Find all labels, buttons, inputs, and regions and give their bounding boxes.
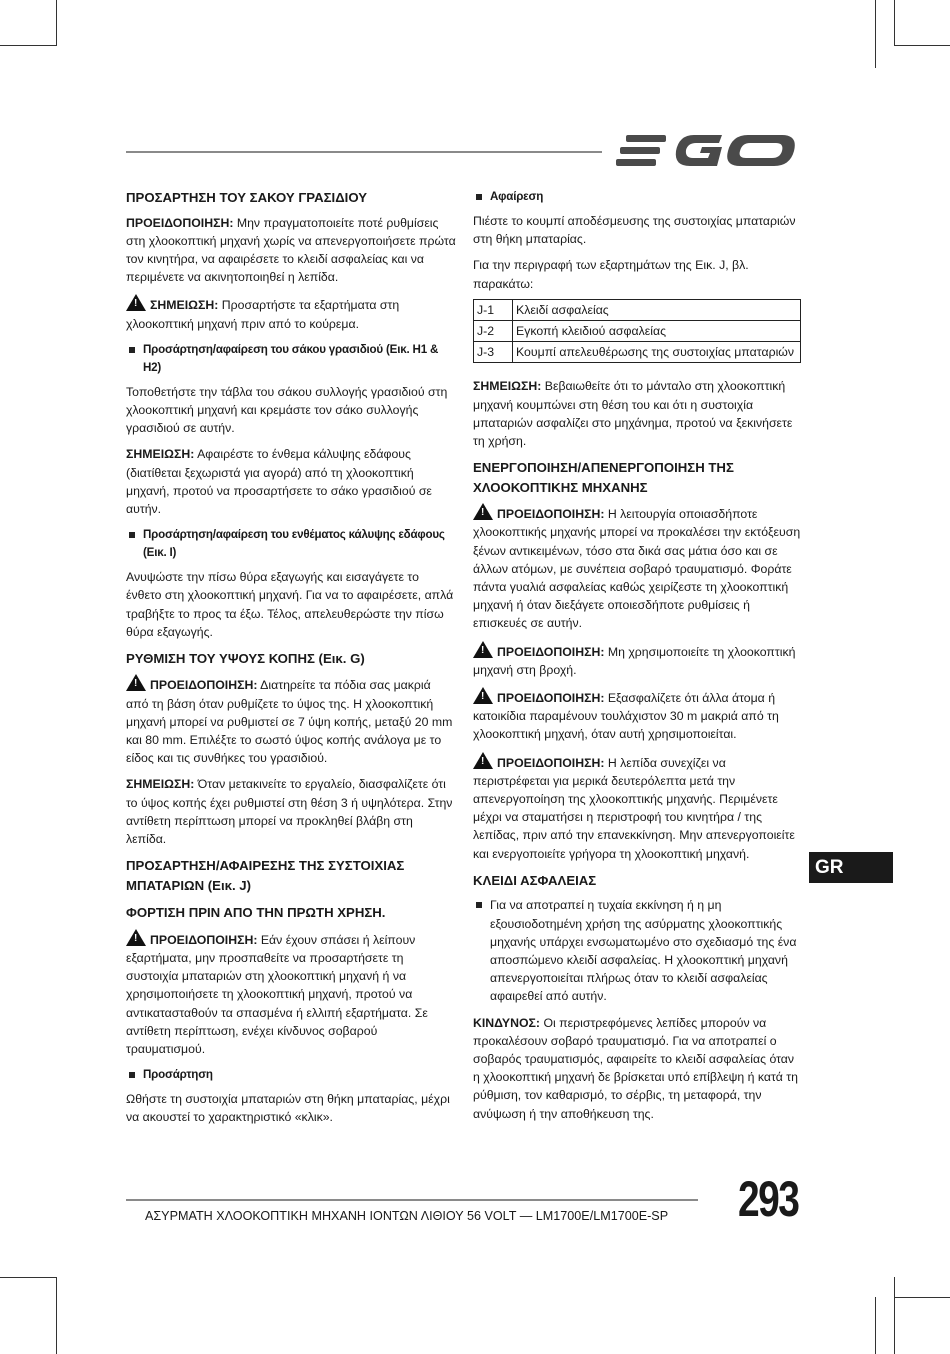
note-text: Αφαιρέστε το ένθεμα κάλυψης εδάφους (διατίθεται ξεχωριστά για αγορά) από τη χλοοκοπτική μηχανή, προτού να προσαρτήσετε το σάκο γρασιδιού σε αυτήν.: [126, 447, 432, 516]
part-code: J-3: [474, 342, 513, 363]
warning-triangle-icon: !: [126, 929, 146, 946]
note-label: ΣΗΜΕΙΩΣΗ:: [126, 777, 195, 792]
footer-title: ΑΣΥΡΜΑΤΗ ΧΛΟΟΚΟΠΤΙΚΗ ΜΗΧΑΝΗ ΙΟΝΤΩΝ ΛΙΘΙΟΥ 56 VOLT — LM1700E/LM1700E-SP: [145, 1209, 669, 1223]
warning-triangle-icon: !: [126, 294, 146, 311]
crop-mark: [895, 45, 950, 46]
warning-paragraph: [126, 214, 456, 287]
crop-mark: [894, 0, 895, 46]
crop-mark: [895, 1297, 950, 1298]
warning-paragraph: [473, 687, 803, 744]
language-tab: GR: [809, 852, 893, 883]
warning-triangle-icon: !: [473, 687, 493, 704]
warning-triangle-icon: !: [473, 503, 493, 520]
right-column: [473, 188, 803, 1131]
page-number: 293: [738, 1171, 799, 1227]
part-code: J-1: [474, 299, 513, 320]
footer-rule: [126, 1199, 698, 1201]
body-paragraph: Ωθήστε τη συστοιχία μπαταριών στη θήκη μπαταρίας, μέχρι να ακουστεί το χαρακτηριστικό «κλικ».: [126, 1092, 450, 1125]
body-paragraph: Για την περιγραφή των εξαρτημάτων της Εικ. J, βλ. παρακάτω:: [473, 258, 749, 291]
warning-text: Διατηρείτε τα πόδια σας μακριά από τη βάση όταν ρυθμίζετε το ύψος της. Η χλοοκοπτική μηχανή μπορεί να ρυθμιστεί σε 7 ύψη κοπής, μεταξύ 20 mm και 80 mm. Επιλέξτε το σωστό ύψος κοπής ανάλογα με το είδος και τις συνθήκες του γρασιδιού.: [126, 678, 453, 766]
part-description: Εγκοπή κλειδιού ασφαλείας: [513, 321, 801, 342]
warning-triangle-icon: !: [126, 674, 146, 691]
note-paragraph: [126, 775, 456, 848]
section-title-grass-bag: ΠΡΟΣΑΡΤΗΣΗ ΤΟΥ ΣΑΚΟΥ ΓΡΑΣΙΔΙΟΥ: [126, 190, 368, 205]
subheading-mulching-plug: Προσάρτηση/αφαίρεση του ενθέματος κάλυψης εδάφους (Εικ. I): [126, 526, 456, 562]
section-title-on-off: ΕΝΕΡΓΟΠΟΙΗΣΗ/ΑΠΕΝΕΡΓΟΠΟΙΗΣΗ ΤΗΣ ΧΛΟΟΚΟΠΤΙΚΗΣ ΜΗΧΑΝΗΣ: [473, 460, 734, 495]
note-paragraph: [126, 294, 456, 332]
danger-paragraph: [473, 1014, 803, 1123]
note-label: ΣΗΜΕΙΩΣΗ:: [126, 447, 195, 462]
warning-text: Εξασφαλίζετε ότι άλλα άτομα ή κατοικίδια παραμένουν τουλάχιστον 30 m μακριά από τη χλοοκοπτική μηχανή, όταν αυτή χρησιμοποιείται.: [473, 691, 779, 742]
crop-mark: [0, 45, 56, 46]
danger-text: Οι περιστρεφόμενες λεπίδες μπορούν να προκαλέσουν σοβαρό τραυματισμό. Για να αποτραπεί ο σοβαρός τραυματισμός, αφαιρείτε το κλειδί ασφαλείας όταν η χλοοκοπτική μηχανή δε βρίσκεται υπό επίβλεψη ή κατά τη ρύθμιση, τον καθαρισμό, το σέρβις, τη μεταφορά, την ανύψωση ή την αποθήκευση της.: [473, 1015, 798, 1121]
part-description: Κλειδί ασφαλείας: [513, 299, 801, 320]
warning-label: ΠΡΟΕΙΔΟΠΟΙΗΣΗ:: [126, 215, 234, 230]
warning-paragraph: [473, 752, 803, 863]
section-title-battery: ΠΡΟΣΑΡΤΗΣΗ/ΑΦΑΙΡΕΣΗΣ ΤΗΣ ΣΥΣΤΟΙΧΙΑΣ ΜΠΑΤΑΡΙΩΝ (Εικ. J): [126, 858, 405, 893]
warning-text: Η λεπίδα συνεχίζει να περιστρέφεται για μερικά δευτερόλεπτα μετά την απενεργοποίηση της χλοοκοπτικής μηχανής. Περιμένετε μέχρι να σταματήσει η περιστροφή του κινητήρα / της λεπίδας, πριν από την επανεκκίνηση. Μην απενεργοποιείτε και ενεργοποιείτε γρήγορα τη χλοοκοπτική μηχανή.: [473, 755, 795, 861]
warning-text: Μη χρησιμοποιείτε τη χλοοκοπτική μηχανή στη βροχή.: [473, 644, 796, 677]
body-paragraph: Πιέστε το κουμπί αποδέσμευσης της συστοιχίας μπαταριών στη θήκη μπαταρίας.: [473, 214, 796, 247]
body-paragraph: Ανυψώστε την πίσω θύρα εξαγωγής και εισαγάγετε το ένθετο στη χλοοκοπτική μηχανή. Για να το αφαιρέσετε, απλά τραβήξτε το προς τα έξω. Τέλος, απελευθερώστε την πίσω θύρα εξαγωγής.: [126, 570, 454, 639]
table-row: [474, 321, 801, 342]
warning-label: ΠΡΟΕΙΔΟΠΟΙΗΣΗ:: [150, 932, 258, 947]
warning-label: ΠΡΟΕΙΔΟΠΟΙΗΣΗ:: [497, 755, 605, 770]
subheading-attach: Προσάρτηση: [126, 1066, 456, 1084]
header-rule: [126, 151, 602, 153]
crop-mark: [56, 0, 57, 46]
parts-table: [473, 299, 801, 364]
warning-label: ΠΡΟΕΙΔΟΠΟΙΗΣΗ:: [150, 678, 258, 693]
warning-paragraph: [126, 929, 456, 1058]
crop-mark: [875, 0, 876, 68]
note-label: ΣΗΜΕΙΩΣΗ:: [150, 298, 219, 313]
warning-triangle-icon: !: [473, 752, 493, 769]
subheading-attach-grass-bag: Προσάρτηση/αφαίρεση του σάκου γρασιδιού (Εικ. H1 & H2): [126, 341, 456, 377]
note-paragraph: [473, 377, 803, 450]
bullet-item: Για να αποτραπεί η τυχαία εκκίνηση ή η μη εξουσιοδοτημένη χρήση της ασύρματης χλοοκοπτικής μηχανής υπάρχει ενσωματωμένο στο σχεδιασμό της ένα αποσπώμενο κλειδί ασφαλείας. Η χλοοκοπτική μηχανή απενεργοποιείται πλήρως όταν το κλειδί ασφαλείας αφαιρεθεί από αυτήν.: [473, 896, 803, 1005]
table-row: [474, 299, 801, 320]
warning-label: ΠΡΟΕΙΔΟΠΟΙΗΣΗ:: [497, 507, 605, 522]
warning-paragraph: [473, 503, 803, 632]
note-text: Βεβαιωθείτε ότι το μάνταλο στη χλοοκοπτική μηχανή κουμπώνει στη θέση του και ότι η συστοιχία μπαταριών ασφαλίζει στο μηχάνημα, προτού να ξεκινήσετε τη χρήση.: [473, 379, 793, 449]
warning-label: ΠΡΟΕΙΔΟΠΟΙΗΣΗ:: [497, 644, 605, 659]
crop-mark: [0, 1277, 56, 1278]
warning-text: Η λειτουργία οποιασδήποτε χλοοκοπτικής μηχανής μπορεί να προκαλέσει την εκτόξευση ξένων αντικειμένων, τόσο στα δικά σας μάτια όσο και σε άλλων ατόμων, με συνέπεια σοβαρό τραυματισμό. Φοράτε πάντα γυαλιά ασφαλείας καθώς χειρίζεστε τη χλοοκοπτική μηχανή ή όταν διεξάγετε οποιεσδήποτε ρυθμίσεις ή επισκευές σε αυτήν.: [473, 507, 801, 631]
warning-paragraph: [126, 674, 456, 767]
danger-label: ΚΙΝΔΥΝΟΣ:: [473, 1015, 541, 1030]
warning-text: Μην πραγματοποιείτε ποτέ ρυθμίσεις στη χλοοκοπτική μηχανή χωρίς να απενεργοποιήσετε πρώτα τον κινητήρα, να αφαιρέσετε το κλειδί ασφαλείας και να περιμένετε να ακινητοποιηθεί η λεπίδα.: [126, 215, 456, 285]
note-paragraph: [126, 445, 456, 518]
part-description: Κουμπί απελευθέρωσης της συστοιχίας μπαταριών: [513, 342, 801, 363]
note-text: Προσαρτήστε τα εξαρτήματα στη χλοοκοπτική μηχανή πριν από το κούρεμα.: [126, 298, 400, 331]
note-text: Όταν μετακινείτε το εργαλείο, διασφαλίζετε ότι το ύψος κοπής έχει ρυθμιστεί στη θέση 3 ή υψηλότερα. Στην αντίθετη περίπτωση μπορεί να προκληθεί βλάβη στη λεπίδα.: [126, 777, 453, 847]
body-paragraph: Τοποθετήστε την τάβλα του σάκου συλλογής γρασιδιού στη χλοοκοπτική μηχανή και κρεμάστε τον σάκο συλλογής γρασιδιού σε αυτήν.: [126, 384, 448, 436]
warning-triangle-icon: !: [473, 641, 493, 658]
table-row: [474, 342, 801, 363]
warning-text: Εάν έχουν σπάσει ή λείπουν εξαρτήματα, μην προσπαθείτε να προσαρτήσετε τη συστοιχία μπαταριών στη χλοοκοπτική μηχανή ή να χρησιμοποιήσετε τη χλοοκοπτική μηχανή, προτού να αντικατασταθούν τα σπασμένα ή ελλιπή εξαρτήματα. Σε αντίθετη περίπτωση, ενέχει κίνδυνος σοβαρού τραυματισμού.: [126, 932, 428, 1056]
section-title-charge: ΦΟΡΤΙΣΗ ΠΡΙΝ ΑΠΟ ΤΗΝ ΠΡΩΤΗ ΧΡΗΣΗ.: [126, 905, 386, 921]
section-title-safety-key: ΚΛΕΙΔΙ ΑΣΦΑΛΕΙΑΣ: [473, 872, 597, 888]
section-title-cutting-height: ΡΥΘΜΙΣΗ ΤΟΥ ΥΨΟΥΣ ΚΟΠΗΣ (Εικ. G): [126, 650, 365, 666]
subheading-remove: Αφαίρεση: [473, 188, 803, 206]
crop-mark: [56, 1277, 57, 1354]
left-column: [126, 188, 456, 1135]
note-label: ΣΗΜΕΙΩΣΗ:: [473, 379, 542, 394]
warning-paragraph: [473, 641, 803, 679]
warning-label: ΠΡΟΕΙΔΟΠΟΙΗΣΗ:: [497, 691, 605, 706]
crop-mark: [894, 1277, 895, 1354]
crop-mark: [875, 1297, 876, 1354]
ego-logo: [616, 131, 800, 171]
part-code: J-2: [474, 321, 513, 342]
